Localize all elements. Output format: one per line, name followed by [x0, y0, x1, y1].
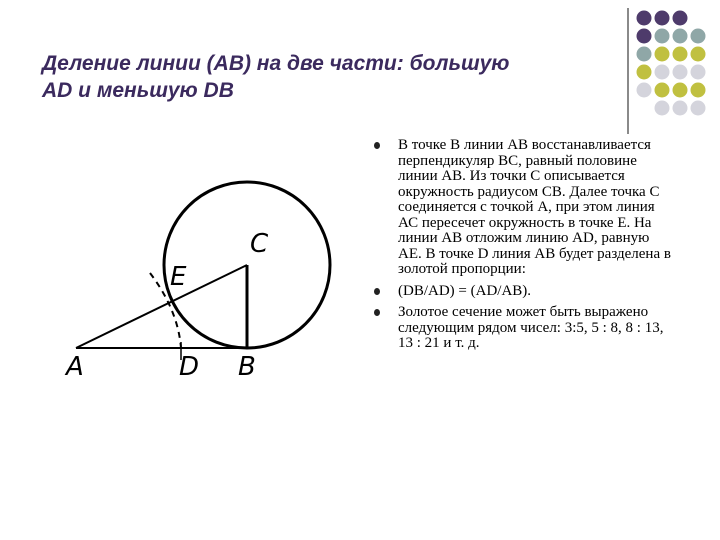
bullet-text: Золотое сечение может быть выражено следующим рядом чисел: 3:5, 5 : 8, 8 : 13, 13 : 21 и т. д.: [398, 304, 664, 351]
bullet-text: (DB/AD) = (AD/AB).: [398, 282, 532, 299]
decor-dot: [673, 29, 688, 44]
decor-dot: [637, 11, 652, 26]
decor-dot: [655, 83, 670, 98]
decor-dot: [637, 47, 652, 62]
line-ac: [76, 265, 247, 348]
decor-dot: [637, 83, 652, 98]
decor-dot: [637, 65, 652, 80]
decor-dot: [637, 29, 652, 44]
decor-dot: [691, 101, 706, 116]
header-divider-line: [627, 8, 629, 134]
bullet-item: [372, 305, 672, 352]
label-b: B: [238, 352, 256, 382]
decor-dot: [655, 29, 670, 44]
decor-dot: [655, 101, 670, 116]
decor-dot: [673, 83, 688, 98]
label-a: A: [66, 352, 84, 382]
golden-section-diagram: [58, 170, 358, 390]
slide-title-line-1: Деление линии (АВ) на две части: большую: [42, 52, 510, 75]
decor-dot: [691, 29, 706, 44]
decorative-dot-grid: [636, 10, 716, 120]
decor-dot: [673, 11, 688, 26]
bullet-item: [372, 138, 672, 278]
bullet-marker-icon: [374, 309, 380, 316]
decor-dot: [691, 83, 706, 98]
decor-dot: [691, 65, 706, 80]
bullet-list: [372, 138, 672, 358]
slide-title-line-2: AD и меньшую DB: [42, 79, 234, 102]
decor-dot: [673, 101, 688, 116]
decor-dot: [691, 47, 706, 62]
label-e: E: [170, 262, 187, 292]
label-c: C: [250, 229, 269, 259]
slide-title: [42, 50, 627, 104]
bullet-item: [372, 284, 672, 300]
decor-dot: [655, 47, 670, 62]
decor-dot: [673, 47, 688, 62]
bullet-marker-icon: [374, 142, 380, 149]
bullet-marker-icon: [374, 288, 380, 295]
decor-dot: [673, 65, 688, 80]
decor-dot: [655, 11, 670, 26]
bullet-text: В точке В линии АВ восстанавливается перпендикуляр ВС, равный половине линии АВ. Из точки С описывается окружность радиусом СВ. Далее точка С соединяется с точкой А, при этом линия АС пересечет окружность в точке Е. На линии АВ отложим линию AD, равную АЕ. В точке D линия АВ будет разделена в золотой пропорции:: [398, 137, 671, 277]
decor-dot: [655, 65, 670, 80]
label-d: D: [179, 352, 200, 382]
